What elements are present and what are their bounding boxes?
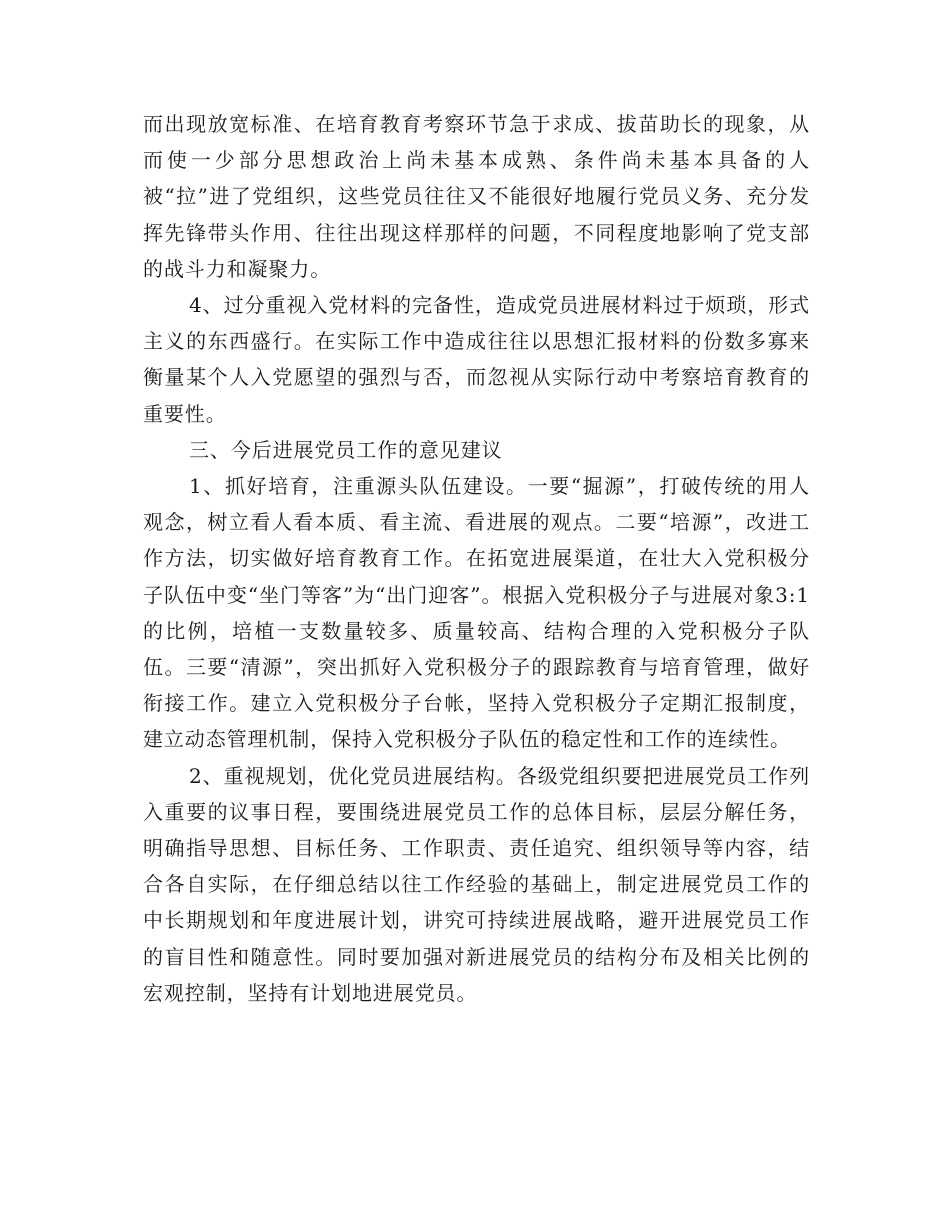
section-heading-suggestions: 三、今后进展党员工作的意见建议	[189, 437, 503, 462]
paragraph-point-4: 4、过分重视入党材料的完备性，造成党员进展材料过于烦琐，形式主义的东西盛行。在实际工作中造成往往以思想汇报材料的份数多寡来衡量某个人入党愿望的强烈与否，而忽视从实际行动中考察培育教育的重要性。	[143, 293, 810, 426]
paragraph-suggestion-2: 2、重视规划，优化党员进展结构。各级党组织要把进展党员工作列入重要的议事日程，要围绕进展党员工作的总体目标，层层分解任务，明确指导思想、目标任务、工作职责、责任追究、组织领导等内容，结合各自实际，在仔细总结以往工作经验的基础上，制定进展党员工作的中长期规划和年度进展计划，讲究可持续进展战略，避开进展党员工作的盲目性和随意性。同时要加强对新进展党员的结构分布及相关比例的宏观控制，坚持有计划地进展党员。	[143, 763, 810, 1005]
paragraph-continuation: 而出现放宽标准、在培育教育考察环节急于求成、拔苗助长的现象，从而使一少部分思想政治上尚未基本成熟、条件尚未基本具备的人被“拉”进了党组织，这些党员往往又不能很好地履行党员义务、充分发挥先锋带头作用、往往出现这样那样的问题，不同程度地影响了党支部的战斗力和凝聚力。	[143, 112, 810, 281]
paragraph-suggestion-1: 1、抓好培育，注重源头队伍建设。一要“掘源”，打破传统的用人观念，树立看人看本质、看主流、看进展的观点。二要“培源”，改进工作方法，切实做好培育教育工作。在拓宽进展渠道，在壮大入党积极分子队伍中变“坐门等客”为“出门迎客”。根据入党积极分子与进展对象3:1的比例，培植一支数量较多、质量较高、结构合理的入党积极分子队伍。三要“清源”，突出抓好入党积极分子的跟踪教育与培育管理，做好衔接工作。建立入党积极分子台帐，坚持入党积极分子定期汇报制度，建立动态管理机制，保持入党积极分子队伍的稳定性和工作的连续性。	[143, 474, 810, 752]
document-body	[143, 106, 810, 1011]
